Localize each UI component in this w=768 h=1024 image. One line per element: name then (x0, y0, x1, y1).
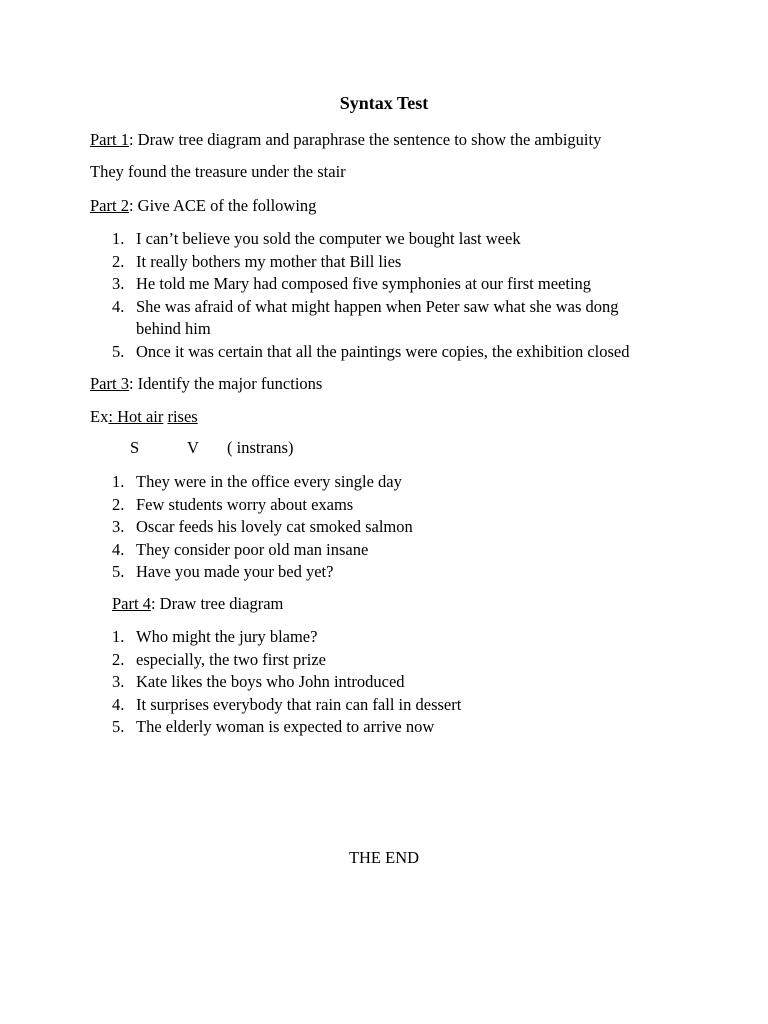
list-item (112, 494, 696, 517)
part2-label: Part 2 (90, 196, 129, 215)
part4-label: Part 4 (112, 594, 151, 613)
part2-heading (90, 196, 316, 216)
item-text: Who might the jury blame? (136, 627, 318, 646)
list-item (112, 251, 696, 274)
part1-sentence: They found the treasure under the stair (90, 162, 346, 181)
part3-heading (90, 374, 322, 394)
part1-heading (90, 130, 601, 150)
item-text: Have you made your bed yet? (136, 562, 334, 581)
list-item (112, 561, 696, 584)
part4-heading (112, 594, 283, 614)
list-item (112, 516, 696, 539)
item-text: They consider poor old man insane (136, 539, 369, 559)
list-item (112, 273, 696, 296)
item-text: They were in the office every single day (136, 472, 402, 491)
list-item (112, 649, 696, 672)
item-text: Few students worry about exams (136, 494, 354, 514)
part1-instruction: : Draw tree diagram and paraphrase the sentence to show the ambiguity (128, 130, 602, 149)
example-subject: Hot air (112, 407, 164, 426)
item-number: 4. (112, 539, 125, 559)
example-prefix: Ex (90, 407, 109, 426)
item-number: 3. (112, 274, 125, 293)
item-number: 1. (112, 229, 125, 248)
example-verb: rises (167, 407, 198, 426)
part3-list (112, 471, 696, 584)
item-number: 4. (112, 296, 125, 316)
item-text: Oscar feeds his lovely cat smoked salmon (136, 517, 413, 536)
list-item (112, 539, 696, 562)
part4-list (112, 626, 696, 739)
item-text: Once it was certain that all the paintings were copies, the exhibition closed (136, 341, 630, 361)
item-text: It surprises everybody that rain can fall in dessert (136, 694, 462, 714)
item-number: 2. (112, 494, 125, 514)
item-text: She was afraid of what might happen when Peter saw what she was dong behind him (136, 296, 619, 338)
part3-label: Part 3 (90, 374, 129, 393)
part2-instruction: : Give ACE of the following (128, 196, 317, 215)
part3-instruction: : Identify the major functions (128, 374, 323, 393)
item-text: It really bothers my mother that Bill lies (136, 251, 402, 271)
item-number: 5. (112, 341, 125, 361)
item-number: 2. (112, 251, 125, 271)
item-text: The elderly woman is expected to arrive now (136, 717, 435, 736)
part3-example (90, 407, 198, 427)
item-text: Kate likes the boys who John introduced (136, 672, 405, 691)
part1-label: Part 1 (90, 130, 129, 149)
list-item (112, 296, 696, 341)
example-type-label: ( instrans) (227, 438, 294, 457)
example-colon: : (108, 407, 113, 426)
list-item (112, 694, 696, 717)
item-text: He told me Mary had composed five symphonies at our first meeting (136, 274, 592, 293)
item-text: especially, the two first prize (136, 649, 326, 669)
part4-instruction: : Draw tree diagram (150, 594, 284, 613)
item-number: 3. (112, 517, 125, 536)
list-item (112, 626, 696, 649)
item-number: 1. (112, 627, 125, 646)
end-text: THE END (348, 848, 420, 867)
item-number: 5. (112, 562, 125, 581)
item-number: 5. (112, 717, 125, 736)
item-text: I can’t believe you sold the computer we bought last week (136, 229, 521, 248)
page-title: Syntax Test (339, 93, 429, 113)
item-number: 3. (112, 672, 125, 691)
list-item (112, 671, 696, 694)
list-item (112, 341, 696, 364)
part2-list (112, 228, 696, 363)
list-item (112, 471, 696, 494)
example-v-label: V (187, 438, 199, 457)
item-number: 1. (112, 472, 125, 491)
list-item (112, 716, 696, 739)
example-s-label: S (130, 438, 140, 457)
item-number: 4. (112, 694, 125, 714)
item-number: 2. (112, 649, 125, 669)
list-item (112, 228, 696, 251)
